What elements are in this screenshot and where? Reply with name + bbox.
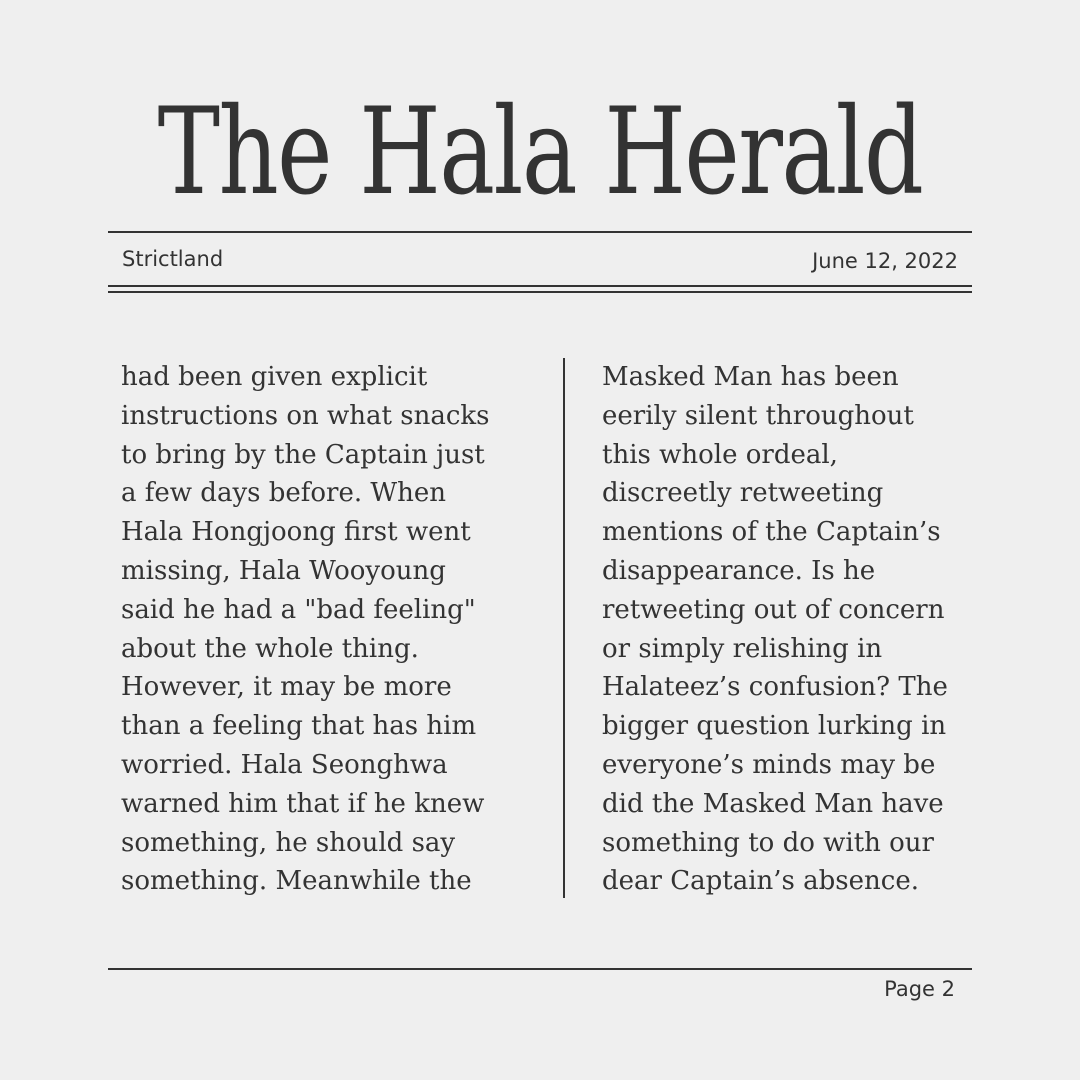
article-column-right: Masked Man has been eerily silent throughout this whole ordeal, discreetly retweeting mentions of the Captain’s disappearance. Is he retweeting out of concern or simply relishing in Halateez’s confusion? The bigger question lurking in everyone’s minds may be did the Masked Man have something to do with our dear Captain’s absence. <box>602 362 948 897</box>
header-double-rule-lower <box>108 291 972 293</box>
page-number: Page 2 <box>884 977 955 1001</box>
header-top-rule <box>108 231 972 233</box>
header-double-rule-upper <box>108 285 972 287</box>
issue-date: June 12, 2022 <box>812 249 958 273</box>
newspaper-title: The Hala Herald <box>157 83 923 222</box>
footer-rule <box>108 968 972 970</box>
location-label: Strictland <box>122 247 224 271</box>
article-column-left: had been given explicit instructions on what snacks to bring by the Captain just a few days before. When Hala Hongjoong first went missing, Hala Wooyoung said he had a "bad feeling" about the whole thing. However, it may be more than a feeling that has him worried. Hala Seonghwa warned him that if he knew something, he should say something. Meanwhile the <box>121 362 490 897</box>
column-divider <box>563 358 565 898</box>
